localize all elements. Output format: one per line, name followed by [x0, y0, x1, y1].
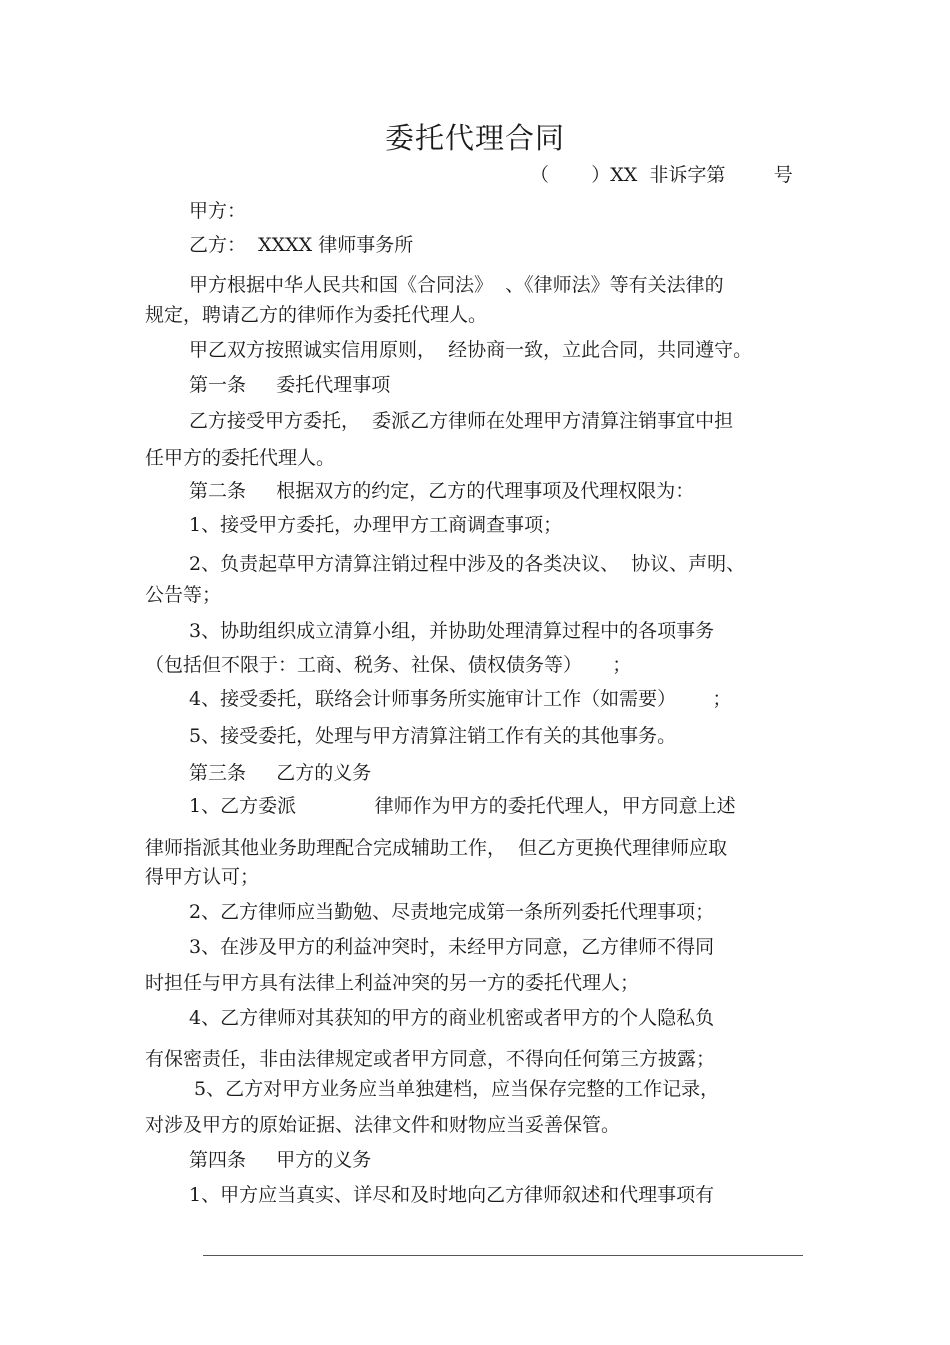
list-item: 得甲方认可； [145, 866, 260, 888]
article-heading: 第四条 甲方的义务 [189, 1149, 372, 1171]
list-item: （包括但不限于：工商、税务、社保、债权债务等） ； [145, 654, 632, 676]
article-heading: 第一条 委托代理事项 [189, 374, 391, 396]
paragraph-line: 任甲方的委托代理人。 [145, 447, 336, 469]
list-item: 3、协助组织成立清算小组，并协助处理清算过程中的各项事务 [189, 620, 715, 642]
list-item: 2、乙方律师应当勤勉、尽责地完成第一条所列委托代理事项； [189, 901, 715, 923]
article-heading: 第三条 乙方的义务 [189, 762, 372, 784]
party-a-line: 甲方： [189, 200, 247, 222]
list-item: 2、负责起草甲方清算注销过程中涉及的各类决议、 协议、声明、 [189, 553, 746, 575]
list-item: 1、甲方应当真实、详尽和及时地向乙方律师叙述和代理事项有 [189, 1184, 715, 1206]
paragraph-line: 甲乙双方按照诚实信用原则， 经协商一致，立此合同，共同遵守。 [189, 339, 753, 361]
document-number: （ ）XX 非诉字第 号 [530, 164, 793, 186]
paragraph-line: 规定，聘请乙方的律师作为委托代理人。 [145, 304, 488, 326]
list-item: 3、在涉及甲方的利益冲突时，未经甲方同意，乙方律师不得同 [189, 936, 715, 958]
document-title: 委托代理合同 [384, 121, 565, 155]
list-item: 4、乙方律师对其获知的甲方的商业机密或者甲方的个人隐私负 [189, 1007, 715, 1029]
footer-divider [203, 1255, 803, 1256]
list-item: 时担任与甲方具有法律上利益冲突的另一方的委托代理人； [145, 972, 640, 994]
list-item: 4、接受委托，联络会计师事务所实施审计工作（如需要） ； [189, 688, 732, 710]
list-item: 对涉及甲方的原始证据、法律文件和财物应当妥善保管。 [145, 1114, 621, 1136]
list-item: 公告等； [145, 584, 222, 606]
party-b-line: 乙方： XXXX 律师事务所 [189, 234, 414, 256]
list-item: 有保密责任，非由法律规定或者甲方同意，不得向任何第三方披露； [145, 1048, 716, 1070]
paragraph-line: 乙方接受甲方委托， 委派乙方律师在处理甲方清算注销事宜中担 [189, 410, 734, 432]
list-item: 1、接受甲方委托，办理甲方工商调查事项； [189, 514, 563, 536]
paragraph-line: 甲方根据中华人民共和国《合同法》 、《律师法》等有关法律的 [189, 274, 724, 296]
list-item: 5、乙方对甲方业务应当单独建档，应当保存完整的工作记录， [194, 1078, 720, 1100]
list-item: 1、乙方委派 律师作为甲方的委托代理人，甲方同意上述 [189, 795, 736, 817]
article-heading: 第二条 根据双方的约定，乙方的代理事项及代理权限为： [189, 480, 695, 502]
list-item: 5、接受委托，处理与甲方清算注销工作有关的其他事务。 [189, 725, 677, 747]
list-item: 律师指派其他业务助理配合完成辅助工作， 但乙方更换代理律师应取 [145, 837, 728, 859]
